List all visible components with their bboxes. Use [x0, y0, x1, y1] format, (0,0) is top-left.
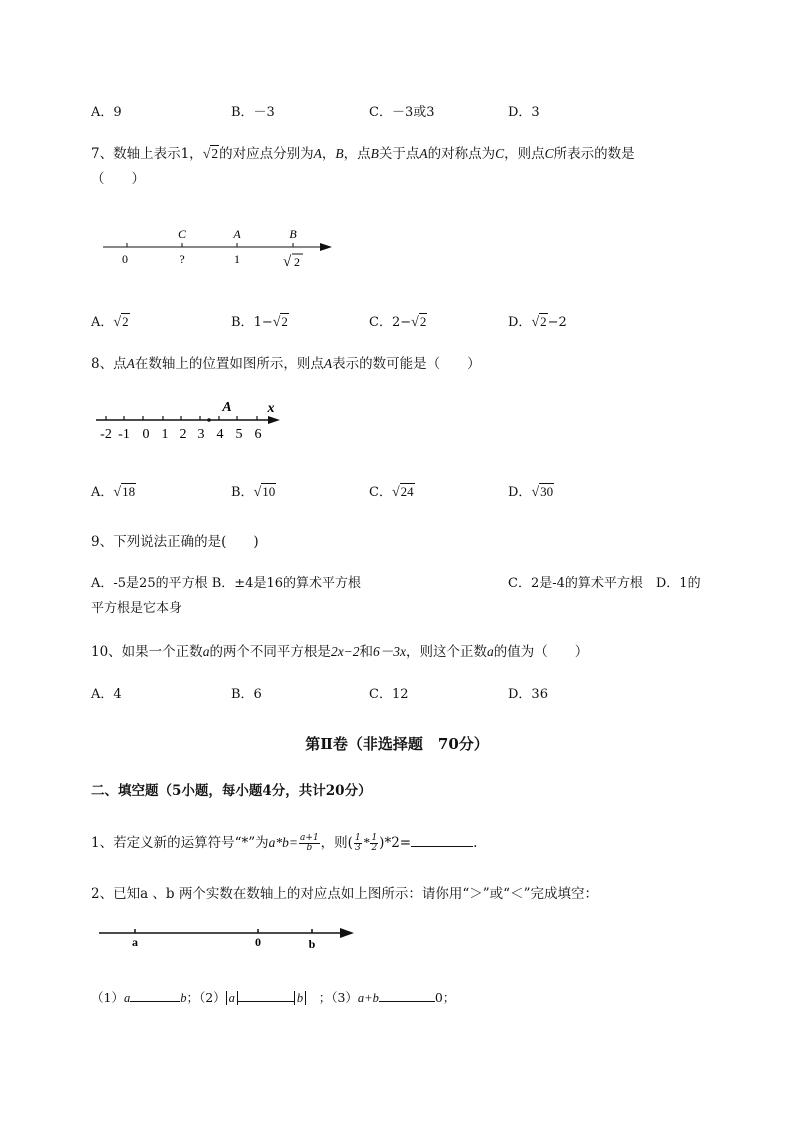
fill1-fraction-third: $\frac{1}{3}$ — [354, 832, 361, 853]
q9-options-cd: C．2是-4的算术平方根 D．1的 — [508, 576, 701, 591]
fill2-label-b: b — [308, 937, 316, 951]
fill1-fraction-half: $\frac{1}{2}$ — [371, 832, 378, 853]
q10-option-c: C．12 — [369, 687, 409, 702]
q7-option-a: A．√2 — [91, 314, 129, 330]
q10-option-b: B．6 — [231, 687, 262, 702]
q7-sqrt: √2 — [202, 146, 219, 162]
q6-option-d: D．3 — [508, 105, 540, 120]
fill2-axis-arrow — [340, 928, 354, 938]
q8-number-line — [92, 396, 288, 444]
q7-tick-label-1: 1 — [234, 252, 240, 266]
q7-number-line — [100, 222, 340, 274]
q8-stem: 8、点A在数轴上的位置如图所示，则点A表示的数可能是（ ） — [91, 356, 481, 372]
q6-option-b: B．－3 — [231, 105, 275, 120]
q8-axis-arrow — [268, 416, 280, 424]
fill2-blank-1[interactable] — [130, 1001, 180, 1002]
q7-option-d: D．√2−2 — [508, 314, 567, 330]
fill2-label-0: 0 — [255, 935, 261, 949]
fill2-blank-3[interactable] — [379, 1001, 435, 1002]
q9-options-d-cont: 平方根是它本身 — [91, 601, 183, 616]
q8-tick-label: -1 — [118, 427, 130, 442]
fill1-def-fraction: $\frac{a+1}{b}$ — [300, 832, 319, 853]
q10-stem: 10、如果一个正数a的两个不同平方根是2x−2和6－3x，则这个正数a的值为（ ） — [91, 644, 589, 660]
q8-tick-label: -2 — [100, 427, 112, 442]
q7-tick-label-q: ? — [179, 252, 185, 266]
fill2-stem: 2、已知a 、b 两个实数在数轴上的对应点如上图所示：请你用“＞”或“＜”完成填空： — [91, 886, 598, 902]
fill2-number-line — [96, 922, 358, 952]
q8-tick-label: 0 — [142, 427, 150, 442]
q8-option-b: B．√10 — [231, 484, 276, 500]
q8-option-c: C．√24 — [369, 484, 414, 500]
q7-option-b: B．1−√2 — [231, 314, 288, 330]
fill1-blank[interactable] — [411, 846, 473, 847]
q6-option-c: C．－3或3 — [369, 105, 435, 120]
part2-title: 第Ⅱ卷（非选择题 70分） — [305, 735, 489, 753]
q7-text: 7、数轴上表示1， — [91, 146, 203, 162]
fill2-blank-2[interactable] — [238, 1001, 294, 1002]
q7-tick-label-sqrt2: 2 — [294, 255, 300, 269]
q6-option-a: A．9 — [91, 105, 122, 120]
q8-label-x: x — [267, 401, 275, 416]
q8-tick-label: 3 — [197, 427, 205, 442]
q10-option-d: D．36 — [508, 687, 548, 702]
q8-tick-label: 5 — [235, 427, 243, 442]
q8-tick-label: 6 — [254, 427, 262, 442]
q10-option-a: A．4 — [91, 687, 122, 702]
q7-label-a: A — [233, 227, 241, 241]
q8-point-a — [207, 418, 211, 422]
q8-tick-label: 2 — [179, 427, 187, 442]
q9-options-ab: A．-5是25的平方根 B．±4是16的算术平方根 — [91, 576, 361, 591]
q8-option-a: A．√18 — [91, 484, 136, 500]
q8-option-d: D．√30 — [508, 484, 554, 500]
fill2-parts: （1）a b；（2） a b ；（3）a+b 0； — [91, 990, 456, 1005]
q7-text: 的对应点分别为 — [219, 146, 314, 162]
q9-stem: 9、下列说法正确的是( ) — [91, 534, 259, 550]
q7-paren: （ ） — [91, 171, 145, 187]
q7-sqrt-sign: √ — [283, 254, 292, 270]
fill2-label-a: a — [132, 935, 138, 949]
q8-tick-label: 4 — [216, 427, 224, 442]
q7-option-c: C．2−√2 — [369, 314, 427, 330]
q7-stem: 7、数轴上表示1，√2的对应点分别为A，B，点B关于点A的对称点为C，则点C所表示的数是 — [91, 146, 635, 162]
q7-label-c: C — [177, 227, 187, 241]
q8-tick-label: 1 — [161, 427, 169, 442]
q7-label-b: B — [289, 227, 297, 241]
fill1-stem: 1、若定义新的运算符号“*”为a*b= $\frac{a+1}{b}$ ，则( $\frac{1}{3}$ * $\frac{1}{2}$ )*2= . — [91, 832, 478, 853]
q7-axis-arrow — [320, 243, 332, 251]
q8-label-a: A — [222, 400, 232, 415]
section2-title: 二、填空题（5小题，每小题4分，共计20分） — [91, 783, 372, 799]
q7-tick-label-0: 0 — [122, 252, 128, 266]
